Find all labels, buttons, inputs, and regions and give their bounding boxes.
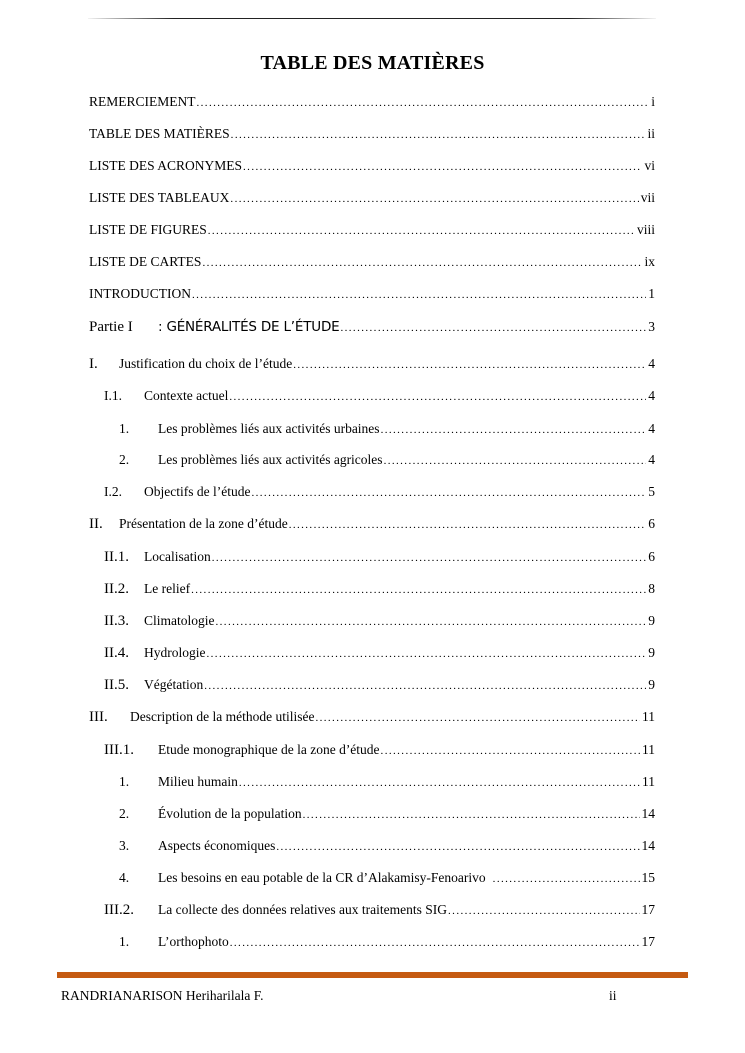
- toc-entry-text: : GÉNÉRALITÉS DE L’ÉTUDE: [158, 319, 340, 335]
- toc-entry: [119, 420, 655, 439]
- toc-entry-number: II.5.: [104, 677, 129, 693]
- toc-leader-dots: [315, 709, 640, 727]
- toc-entry-number: 2.: [119, 806, 130, 821]
- toc-entry-page: 8: [648, 581, 655, 596]
- toc-entry-text: Végétation: [144, 677, 204, 692]
- toc-entry-page: 5: [648, 484, 655, 499]
- toc-entry-text: INTRODUCTION: [89, 286, 191, 301]
- toc-entry-text: La collecte des données relatives aux traitements SIG: [158, 902, 448, 917]
- toc-entry: [104, 548, 655, 567]
- toc-entry-text: L’orthophoto: [158, 934, 229, 949]
- toc-entry: [104, 676, 655, 695]
- toc-leader-dots: [340, 319, 646, 337]
- toc-entry-text: Les problèmes liés aux activités agricoles: [158, 452, 383, 467]
- toc-entry-text: Les besoins en eau potable de la CR d’Alakamisy-Fenoarivo: [158, 870, 486, 885]
- toc-entry-page: 9: [648, 677, 655, 692]
- toc-entry-number: 3.: [119, 838, 130, 853]
- toc-entry-page: 4: [648, 452, 655, 467]
- toc-entry-page: 6: [648, 549, 655, 564]
- toc-entry: [119, 933, 655, 952]
- toc-entry: [119, 869, 655, 888]
- toc-entry-number: II.: [89, 516, 103, 532]
- toc-entry-text: Climatologie: [144, 613, 215, 628]
- toc-entry-page: 14: [641, 838, 655, 853]
- toc-entry-number: II.3.: [104, 613, 129, 629]
- toc-entry-number: II.2.: [104, 581, 129, 597]
- toc-entry: [89, 125, 655, 144]
- toc-leader-dots: [448, 902, 639, 920]
- toc-entry: [104, 483, 655, 502]
- footer-page-number: ii: [609, 988, 617, 1003]
- toc-entry: [89, 157, 655, 176]
- toc-entry-page: vi: [644, 158, 655, 173]
- toc-entry-number: III.1.: [104, 742, 134, 758]
- toc-leader-dots: [293, 356, 646, 374]
- footer-accent-bar: [57, 972, 688, 978]
- toc-entry: [104, 644, 655, 663]
- toc-entry-number: I.: [89, 356, 98, 372]
- toc-leader-dots: [303, 806, 640, 824]
- toc-entry-page: 9: [648, 613, 655, 628]
- page-title: TABLE DES MATIÈRES: [260, 52, 485, 74]
- toc-entry-text: LISTE DES ACRONYMES: [89, 158, 243, 173]
- toc-entry-text: Aspects économiques: [158, 838, 276, 853]
- toc-entry: [89, 285, 655, 304]
- toc-entry-number: II.1.: [104, 549, 129, 565]
- toc-leader-dots: [208, 222, 635, 240]
- toc-entry: [104, 741, 655, 760]
- toc-entry-text: LISTE DE CARTES: [89, 254, 202, 269]
- toc-entry-page: 15: [641, 870, 655, 885]
- toc-leader-dots: [243, 158, 642, 176]
- toc-entry-text: Etude monographique de la zone d’étude: [158, 742, 380, 757]
- toc-leader-dots: [276, 838, 639, 856]
- toc-entry-text: LISTE DES TABLEAUX: [89, 190, 230, 205]
- toc-entry-text: Évolution de la population: [158, 806, 302, 821]
- toc-entry-page: 3: [648, 319, 655, 334]
- toc-leader-dots: [216, 613, 647, 631]
- toc-entry: [119, 773, 655, 792]
- toc-entry: [89, 515, 655, 534]
- toc-entry-text: Localisation: [144, 549, 211, 564]
- toc-entry-page: 17: [641, 934, 655, 949]
- toc-entry-page: 14: [641, 806, 655, 821]
- toc-leader-dots: [212, 549, 647, 567]
- toc-entry-page: 4: [648, 421, 655, 436]
- toc-entry-page: 11: [642, 742, 655, 757]
- toc-entry: [89, 189, 655, 208]
- toc-entry-number: 1.: [119, 934, 130, 949]
- toc-entry-page: vii: [640, 190, 655, 205]
- toc-leader-dots: [229, 388, 646, 406]
- header-rule: [88, 18, 656, 19]
- toc-leader-dots: [191, 581, 646, 599]
- toc-entry-number: 4.: [119, 870, 130, 885]
- toc-entry: [104, 612, 655, 631]
- toc-leader-dots: [289, 516, 647, 534]
- toc-entry-page: i: [651, 94, 655, 109]
- toc-leader-dots: [381, 421, 647, 439]
- footer-author: RANDRIANARISON Heriharilala F.: [61, 988, 264, 1003]
- toc-leader-dots: [384, 452, 647, 470]
- toc-leader-dots: [204, 677, 646, 695]
- toc-entry: [89, 708, 655, 727]
- toc-entry-text: REMERCIEMENT: [89, 94, 196, 109]
- toc-leader-dots: [251, 484, 646, 502]
- toc-entry-number: 1.: [119, 774, 130, 789]
- toc-leader-dots: [230, 934, 640, 952]
- toc-entry-text: Milieu humain: [158, 774, 238, 789]
- toc-entry-page: 17: [641, 902, 655, 917]
- toc-entry-text: LISTE DE FIGURES: [89, 222, 207, 237]
- toc-leader-dots: [239, 774, 640, 792]
- toc-entry-number: II.4.: [104, 645, 129, 661]
- toc-entry-text: Justification du choix de l’étude: [119, 356, 293, 371]
- toc-leader-dots: [230, 190, 638, 208]
- toc-entry-page: ix: [644, 254, 655, 269]
- toc-entry-text: Contexte actuel: [144, 388, 229, 403]
- toc-entry: [119, 805, 655, 824]
- toc-entry: [119, 451, 655, 470]
- toc-entry-page: 1: [648, 286, 655, 301]
- toc-entry-text: Les problèmes liés aux activités urbaines: [158, 421, 380, 436]
- toc-entry: [89, 253, 655, 272]
- toc-leader-dots: [381, 742, 640, 760]
- toc-entry: [104, 387, 655, 406]
- toc-leader-dots: [202, 254, 642, 272]
- toc-entry: [89, 93, 655, 112]
- toc-entry-page: 11: [642, 774, 655, 789]
- toc-leader-dots: [493, 870, 640, 888]
- toc-entry: [119, 837, 655, 856]
- toc-leader-dots: [207, 645, 647, 663]
- toc-entry-text: Hydrologie: [144, 645, 206, 660]
- toc-entry: [89, 221, 655, 240]
- toc-entry-number: III.: [89, 709, 108, 725]
- toc-entry-page: 11: [642, 709, 655, 724]
- toc-entry-number: Partie I: [89, 319, 133, 335]
- toc-entry: [104, 901, 655, 920]
- toc-entry-page: viii: [636, 222, 655, 237]
- toc-leader-dots: [192, 286, 646, 304]
- toc-entry-text: Présentation de la zone d’étude: [119, 516, 288, 531]
- toc-entry-number: I.2.: [104, 484, 122, 499]
- toc-entry: [89, 355, 655, 374]
- toc-entry-text: TABLE DES MATIÈRES: [89, 126, 230, 141]
- toc-entry-text: Description de la méthode utilisée: [130, 709, 315, 724]
- toc-entry-page: 6: [648, 516, 655, 531]
- toc-entry-number: 2.: [119, 452, 130, 467]
- toc-entry-page: ii: [647, 126, 655, 141]
- toc-entry-text: Objectifs de l’étude: [144, 484, 251, 499]
- toc-entry-part: [89, 318, 655, 337]
- toc-leader-dots: [231, 126, 646, 144]
- toc-entry-page: 4: [648, 388, 655, 403]
- toc-entry-number: III.2.: [104, 902, 134, 918]
- toc-entry-number: I.1.: [104, 388, 122, 403]
- toc-entry-number: 1.: [119, 421, 130, 436]
- toc-entry-text: Le relief: [144, 581, 191, 596]
- toc-entry-page: 4: [648, 356, 655, 371]
- toc-leader-dots: [197, 94, 650, 112]
- toc-entry: [104, 580, 655, 599]
- toc-entry-page: 9: [648, 645, 655, 660]
